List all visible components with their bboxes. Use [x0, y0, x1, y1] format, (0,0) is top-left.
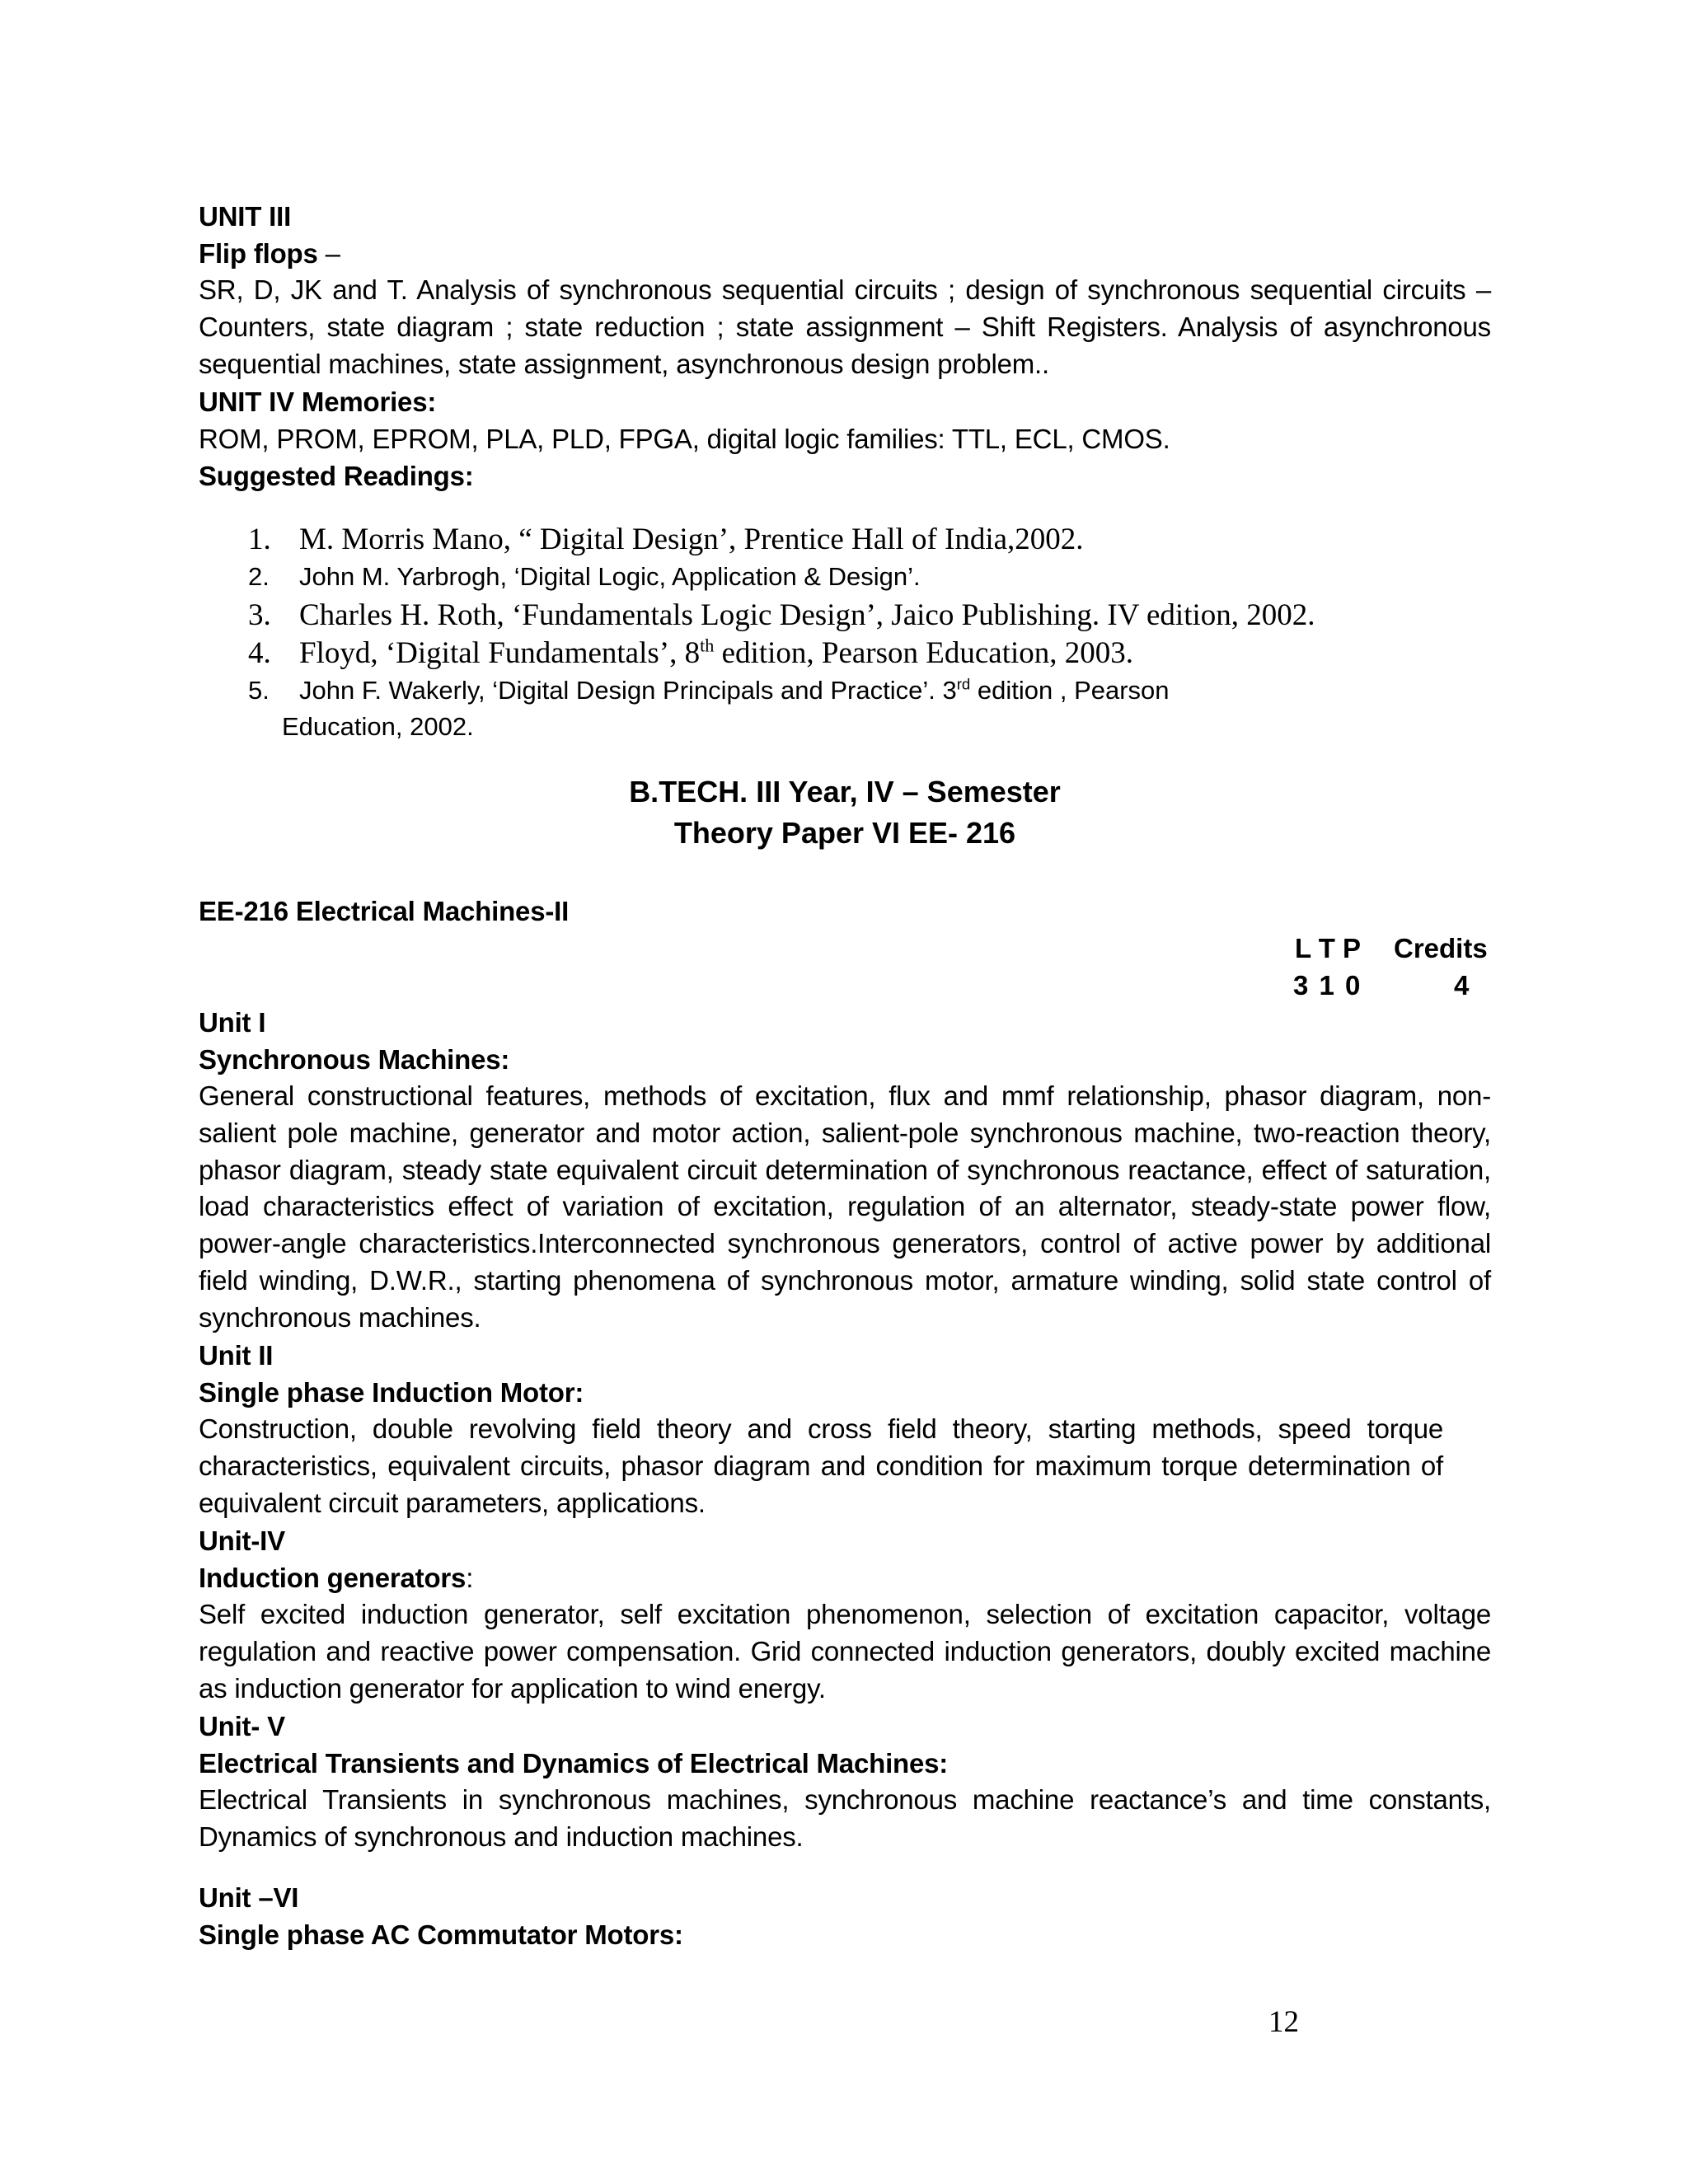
unit1-topic: Synchronous Machines: [199, 1044, 510, 1075]
unit4b-topic: Induction generators [199, 1563, 467, 1593]
unit3-topic: Flip flops [199, 238, 318, 269]
ltp-value: 3 1 0 [1293, 970, 1361, 1001]
document-page [199, 0, 1491, 2184]
unit5-topic: Electrical Transients and Dynamics of Electrical Machines: [199, 1748, 949, 1779]
reading-superscript: rd [956, 675, 971, 693]
unit5-body: Electrical Transients in synchronous machines, synchronous machine reactance’s and time constants, Dynamics of synchronous and induction machines. [199, 1784, 1491, 1852]
reading-item-4 [248, 635, 1133, 673]
reading-number: 4. [248, 636, 271, 670]
unit4b-topic-line [199, 1559, 473, 1596]
reading-item-3 [248, 597, 1315, 635]
unit2-heading: Unit II [199, 1340, 274, 1371]
unit4b-heading: Unit-IV [199, 1526, 285, 1556]
unit2-topic: Single phase Induction Motor: [199, 1377, 584, 1408]
ltp-label: L T P [1295, 933, 1362, 963]
reading-item-1 [248, 521, 1084, 559]
credits-label: Credits [1394, 933, 1488, 963]
reading-item-5-continuation: Education, 2002. [282, 712, 474, 741]
unit5-heading: Unit- V [199, 1711, 285, 1741]
reading-item-5 [248, 673, 1170, 709]
unit4-heading: UNIT IV Memories: [199, 387, 437, 417]
unit2-body: Construction, double revolving field theory and cross field theory, starting methods, speed torque characteristics, equivalent circuits, phasor diagram and condition for maximum torque determination of equivalent circuit parameters, applications. [199, 1413, 1443, 1518]
reading-number: 3. [248, 598, 271, 632]
reading-superscript: th [700, 635, 715, 656]
unit3-heading: UNIT III [199, 201, 292, 232]
unit1-heading: Unit I [199, 1007, 266, 1038]
unit6-topic: Single phase AC Commutator Motors: [199, 1919, 683, 1950]
unit3-topic-line [199, 235, 340, 272]
unit3-body: SR, D, JK and T. Analysis of synchronous sequential circuits ; design of synchronous sequential circuits – Counters, state diagram ; state reduction ; state assignment – Shift Registers. Analysis of asynchronous sequential machines, state assignment, asynchronous design problem.. [199, 274, 1491, 379]
reading-text: M. Morris Mano, “ Digital Design’, Prentice Hall of India,2002. [299, 523, 1084, 556]
unit3-topic-dash: – [317, 238, 340, 269]
unit1-body: General constructional features, methods of excitation, flux and mmf relationship, phasor diagram, non-salient pole machine, generator and motor action, salient-pole synchronous machine, two-reaction theory, phasor diagram, steady state equivalent circuit determination of synchronous reactance, effect of saturation, load characteristics effect of variation of excitation, regulation of an alternator, steady-state power flow, power-angle characteristics.Interconnected synchronous generators, control of active power by additional field winding, D.W.R., starting phenomena of synchronous motor, armature winding, solid state control of synchronous machines. [199, 1080, 1491, 1333]
reading-number: 5. [248, 676, 270, 705]
unit4b-body: Self excited induction generator, self excitation phenomenon, selection of excitation capacitor, voltage regulation and reactive power compensation. Grid connected induction generators, doubly excited machine as induction generator for application to wind energy. [199, 1599, 1491, 1704]
unit6-heading: Unit –VI [199, 1882, 299, 1913]
course-title: EE-216 Electrical Machines-II [199, 896, 570, 926]
reading-text: Charles H. Roth, ‘Fundamentals Logic Design’, Jaico Publishing. IV edition, 2002. [299, 598, 1315, 632]
credits-value: 4 [1454, 970, 1470, 1001]
page-number: 12 [1268, 2005, 1299, 2039]
reading-number: 1. [248, 523, 271, 556]
reading-text-b: edition, Pearson Education, 2003. [714, 636, 1134, 670]
reading-text: John M. Yarbrogh, ‘Digital Logic, Application & Design’. [299, 562, 921, 591]
unit4b-topic-colon: : [466, 1563, 474, 1593]
reading-number: 2. [248, 562, 270, 591]
course-header-line2: Theory Paper VI EE- 216 [673, 816, 1016, 850]
reading-text-a: Floyd, ‘Digital Fundamentals’, 8 [299, 636, 701, 670]
reading-item-2 [248, 559, 921, 595]
readings-heading: Suggested Readings: [199, 461, 474, 491]
reading-text-b: edition , Pearson [970, 676, 1170, 705]
reading-text-a: John F. Wakerly, ‘Digital Design Principals and Practice’. 3 [299, 676, 957, 705]
course-header-line1: B.TECH. III Year, IV – Semester [629, 775, 1061, 808]
unit4-body: ROM, PROM, EPROM, PLA, PLD, FPGA, digital logic families: TTL, ECL, CMOS. [199, 424, 1170, 454]
